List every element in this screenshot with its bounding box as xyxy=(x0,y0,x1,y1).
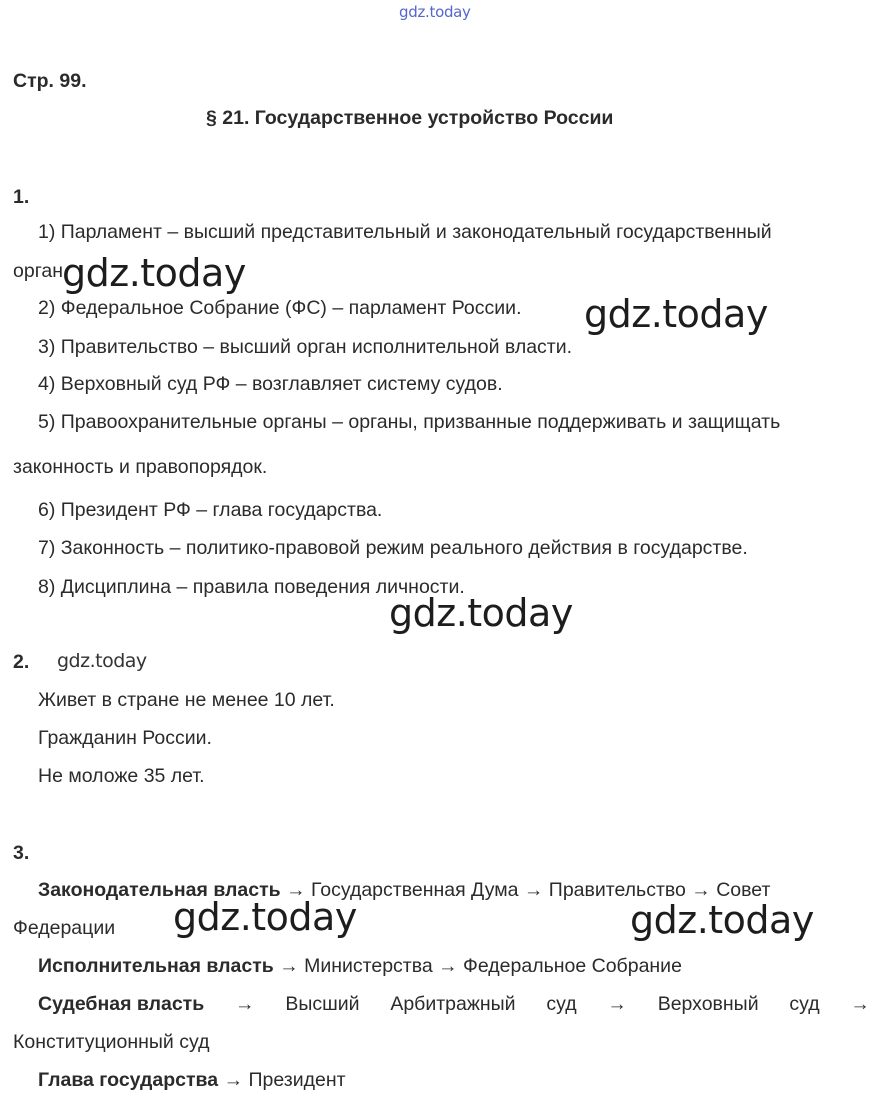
watermark-top: gdz.today xyxy=(399,3,471,21)
head-of-state-term: Глава государства xyxy=(38,1069,219,1091)
task-2-number: 2. xyxy=(13,651,30,673)
judicial-part: суд xyxy=(546,993,577,1015)
task-1-item-1-cont: орган. xyxy=(13,260,69,282)
task-3-row-executive xyxy=(38,955,682,978)
task-2-line-1: Живет в стране не менее 10 лет. xyxy=(38,689,335,711)
watermark-overlay: gdz.today xyxy=(389,591,573,635)
task-2-line-2: Гражданин России. xyxy=(38,727,212,749)
task-3-row-judicial-cont: Конституционный суд xyxy=(13,1031,210,1053)
head-of-state-chain: → Президент xyxy=(223,1069,346,1091)
watermark-overlay: gdz.today xyxy=(62,251,246,295)
judicial-term: Судебная власть xyxy=(38,993,205,1015)
task-1-item-4: 4) Верховный суд РФ – возглавляет систему судов. xyxy=(38,373,503,395)
judicial-part: → xyxy=(607,993,627,1015)
task-3-row-legislative-cont: Федерации xyxy=(13,917,116,939)
task-1-item-2: 2) Федеральное Собрание (ФС) – парламент России. xyxy=(38,297,522,319)
section-title: § 21. Государственное устройство России xyxy=(206,107,614,129)
watermark-overlay: gdz.today xyxy=(630,898,814,942)
watermark-overlay: gdz.today xyxy=(173,895,357,939)
judicial-part: → xyxy=(235,993,255,1015)
watermark-overlay: gdz.today xyxy=(584,292,768,336)
task-1-number: 1. xyxy=(13,186,30,208)
task-2-line-3: Не моложе 35 лет. xyxy=(38,765,205,787)
legislative-chain: → Государственная Дума → Правительство → Совет xyxy=(286,879,771,901)
task-1-item-3: 3) Правительство – высший орган исполнительной власти. xyxy=(38,336,573,358)
task-1-item-5: 5) Правоохранительные органы – органы, призванные поддерживать и защищать xyxy=(38,411,781,433)
task-1-item-1: 1) Парламент – высший представительный и законодательный государственный xyxy=(38,221,772,243)
judicial-part: Верховный xyxy=(657,993,759,1015)
judicial-part: → xyxy=(850,993,870,1015)
task-3-row-judicial xyxy=(38,993,870,1016)
task-1-item-6: 6) Президент РФ – глава государства. xyxy=(38,499,383,521)
judicial-part: Высший xyxy=(285,993,360,1015)
executive-chain: → Министерства → Федеральное Собрание xyxy=(279,955,682,977)
executive-term: Исполнительная власть xyxy=(38,955,274,977)
legislative-term: Законодательная власть xyxy=(38,879,281,901)
task-1-item-5-cont: законность и правопорядок. xyxy=(13,456,268,478)
task-1-item-7: 7) Законность – политико-правовой режим реального действия в государстве. xyxy=(38,537,748,559)
task-1-item-8: 8) Дисциплина – правила поведения личности. xyxy=(38,576,465,598)
task-3-number: 3. xyxy=(13,842,30,864)
page-reference: Стр. 99. xyxy=(13,70,87,92)
judicial-part: Арбитражный xyxy=(390,993,516,1015)
judicial-part: суд xyxy=(789,993,820,1015)
watermark-overlay: gdz.today xyxy=(57,650,147,672)
task-3-row-head-of-state xyxy=(38,1069,346,1092)
